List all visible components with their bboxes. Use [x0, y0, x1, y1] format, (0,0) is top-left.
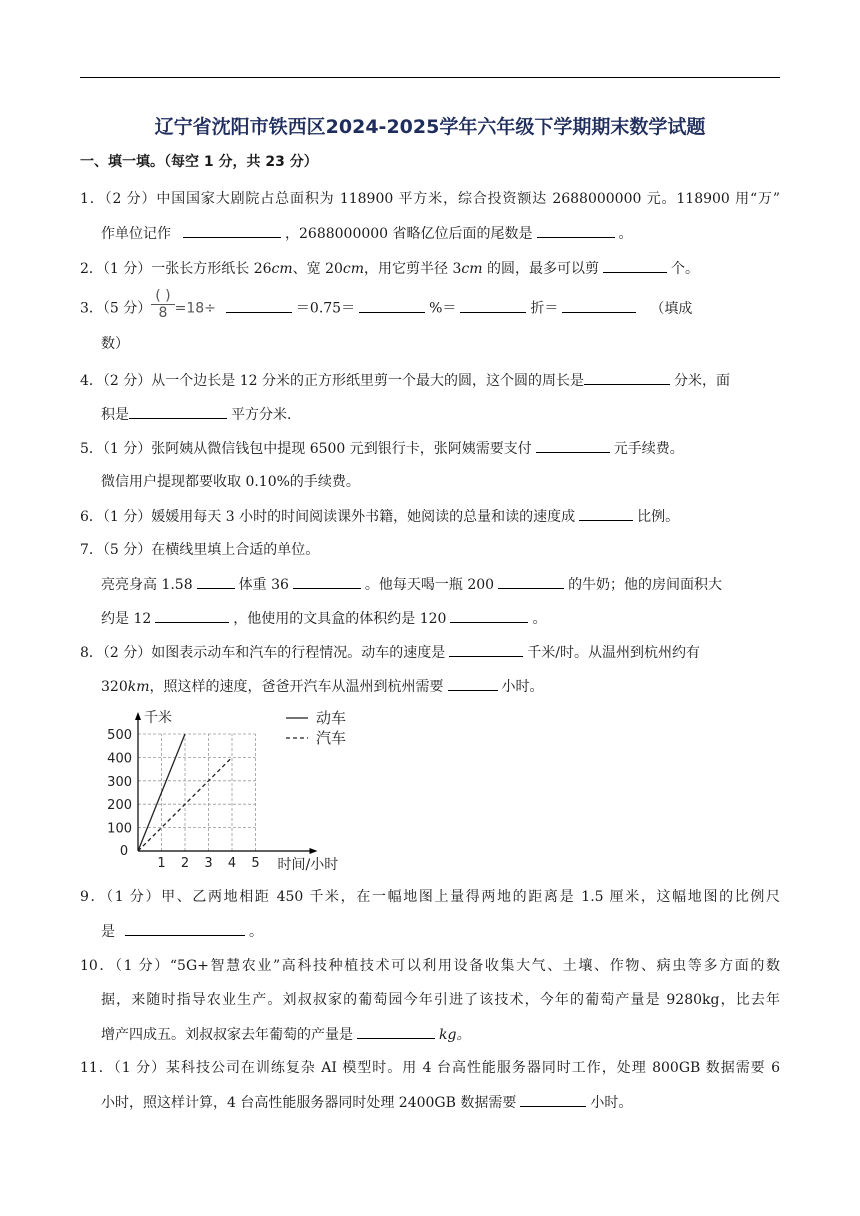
- x-tick-label: 0: [119, 844, 129, 859]
- answer-blank[interactable]: [520, 1092, 586, 1107]
- answer-blank[interactable]: [536, 438, 610, 453]
- x-tick-label: 2: [180, 856, 190, 871]
- y-tick-label: 400: [107, 751, 132, 767]
- question-7-line-3: 约是 12 ，他使用的文具盒的体积约是 120 。: [101, 608, 780, 629]
- question-4-line-1: 4．（2 分）从一个边长是 12 分米的正方形纸里剪一个最大的圆，这个圆的周长是 分米，面: [80, 370, 780, 391]
- x-tick-label: 5: [251, 856, 260, 871]
- x-tick-label: 3: [204, 856, 213, 871]
- question-9-line-2: 是 。: [101, 921, 780, 942]
- answer-blank[interactable]: [197, 574, 235, 589]
- answer-blank[interactable]: [226, 298, 292, 313]
- y-axis-arrow: [135, 712, 141, 720]
- question-10-line-3: 增产四成五。刘叔叔家去年葡萄的产量是 kg。: [101, 1024, 780, 1045]
- answer-blank[interactable]: [450, 608, 528, 623]
- header-rule: [80, 77, 780, 78]
- answer-blank[interactable]: [293, 574, 361, 589]
- fraction: $\frac{( )}{8}$: [151, 288, 174, 321]
- answer-blank[interactable]: [498, 574, 564, 589]
- legend-label: 动车: [316, 709, 347, 727]
- answer-blank[interactable]: [129, 404, 227, 419]
- answer-blank[interactable]: [579, 506, 633, 521]
- answer-blank[interactable]: [603, 258, 667, 273]
- answer-blank[interactable]: [357, 1024, 435, 1039]
- y-tick-label: 200: [107, 798, 132, 814]
- page-title: 辽宁省沈阳市铁西区2024-2025学年六年级下学期期末数学试题: [154, 116, 706, 138]
- answer-blank[interactable]: [155, 608, 229, 623]
- question-3-line-1: 3．（5 分） $\frac{( )}{8}$ =18÷ ＝0.75＝ %＝ 折＝ （填成: [80, 288, 693, 321]
- question-1-line-1: 1．（2 分）中国国家大剧院占总面积为 118900 平方米，综合投资额达 2688000000 元。118900 用“万”: [80, 191, 780, 207]
- question-2: 2．（1 分）一张长方形纸长 26cm、宽 20cm，用它剪半径 3cm 的圆，最多可以剪 个。: [80, 258, 780, 279]
- x-axis-arrow: [310, 848, 318, 854]
- question-5-line-1: 5．（1 分）张阿姨从微信钱包中提现 6500 元到银行卡，张阿姨需要支付 元手续费。: [80, 438, 780, 459]
- series-line-2: [138, 757, 232, 851]
- y-tick-label: 100: [107, 821, 132, 837]
- y-axis-label: 千米: [144, 710, 172, 726]
- y-tick-label: 300: [107, 774, 132, 790]
- question-8-line-2: 320km，照这样的速度，爸爸开汽车从温州到杭州需要 小时。: [101, 676, 780, 697]
- y-tick-label: 500: [107, 728, 132, 743]
- answer-blank[interactable]: [460, 298, 526, 313]
- x-axis-label: 时间/小时: [277, 857, 339, 873]
- question-5-line-2: 微信用户提现都要收取 0.10%的手续费。: [101, 474, 360, 490]
- question-1-line-2: 作单位记作 ，2688000000 省略亿位后面的尾数是 。: [101, 223, 780, 244]
- question-6: 6．（1 分）媛媛用每天 3 小时的时间阅读课外书籍，她阅读的总量和读的速度成 比例。: [80, 506, 780, 527]
- answer-blank[interactable]: [183, 223, 281, 238]
- answer-blank[interactable]: [359, 298, 425, 313]
- answer-blank[interactable]: [125, 921, 245, 936]
- answer-blank[interactable]: [584, 370, 670, 385]
- question-9-line-1: 9．（1 分）甲、乙两地相距 450 千米，在一幅地图上量得两地的距离是 1.5 厘米，这幅地图的比例尺: [80, 889, 780, 905]
- question-10-line-2: 据，来随时指导农业生产。刘叔叔家的葡萄园今年引进了该技术，今年的葡萄产量是 9280kg，比去年: [101, 992, 780, 1008]
- x-tick-label: 1: [157, 856, 166, 871]
- question-11-line-1: 11．（1 分）某科技公司在训练复杂 AI 模型时。用 4 台高性能服务器同时工作，处理 800GB 数据需要 6: [80, 1060, 780, 1076]
- x-tick-label: 4: [227, 856, 237, 871]
- question-4-line-2: 积是 平方分米.: [101, 404, 780, 425]
- answer-blank[interactable]: [537, 223, 615, 238]
- legend-label: 汽车: [316, 729, 347, 747]
- question-7-heading: 7．（5 分）在横线里填上合适的单位。: [80, 542, 320, 558]
- distance-time-chart: [100, 700, 360, 880]
- question-7-line-2: 亮亮身高 1.58 体重 36 。他每天喝一瓶 200 的牛奶；他的房间面积大: [101, 574, 780, 595]
- answer-blank[interactable]: [448, 676, 498, 691]
- section-heading: 一、填一填。（每空 1 分，共 23 分）: [80, 154, 318, 170]
- question-11-line-2: 小时，照这样计算，4 台高性能服务器同时处理 2400GB 数据需要 小时。: [101, 1092, 780, 1113]
- answer-blank[interactable]: [449, 642, 523, 657]
- question-8-line-1: 8．（2 分）如图表示动车和汽车的行程情况。动车的速度是 千米/时。从温州到杭州约有: [80, 642, 780, 663]
- question-3-line-2: 数）: [101, 336, 129, 352]
- question-10-line-1: 10．（1 分）“5G+智慧农业”高科技种植技术可以利用设备收集大气、土壤、作物、病虫等多方面的数: [80, 958, 780, 974]
- answer-blank[interactable]: [562, 298, 636, 313]
